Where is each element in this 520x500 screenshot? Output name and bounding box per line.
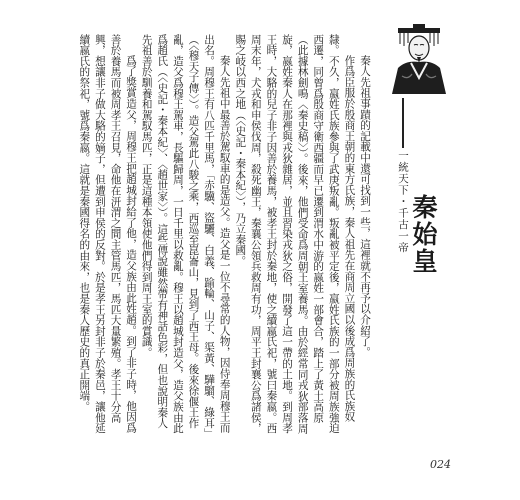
chapter-subtitle: 一統天下・千古一帝 (397, 150, 409, 254)
paragraph-1: 秦人先祖事蹟的記載中還可找到一些，這裡就不再予以介紹了。 (359, 55, 371, 358)
paragraph-4: 爲了獎賞造父，周穆王把趙城封給了他，造父族由此姓趙。到了非子時，他因爲善於養馬而被周孝王召見，命他在汧渭之間主管馬匹，馬匹大量繁殖。孝王十分高興，想讓非子做大駱的嫡子，但遭到申侯的反對。於是孝王另封非子於秦邑，讓他延續嬴氏的祭祀，號爲秦嬴。這就是秦國得名的由來，也是秦人歷史的真正開端。 (78, 34, 138, 434)
page-number: 024 (430, 458, 451, 471)
body-text (80, 34, 372, 434)
emperor-portrait-icon (384, 22, 454, 94)
paragraph-2: 作爲臣服於殷商王朝的東方氏族，秦人祖先在商周立國以後成爲周族的氏族奴隸。不久，嬴姓氏族參與了武庚叛亂。叛亂被平定後，嬴姓氏族的一部分被周族強迫西遷，同曾爲殷商守衛西疆而早已遷到渭水中游的嬴姓一部會合，踏上了黃土高原（此據林劍鳴〈秦史稿〉）。後來，他們受命爲周朝王室養馬。由於經常同戎狄部落周旋，嬴姓秦人在那裡與戎狄雜居，並且習染戎狄之俗，開發了這一帶的土地。到周孝王時，大駱的兒子非子因善於養馬，被孝王封於秦地，使之續嬴氏祀，號曰秦嬴。西周末年，犬戎和申侯伐周，殺死幽王，秦襄公領兵救周有功，周平王封襄公爲諸侯，賜之岐以西之地（〈史記・秦本紀〉），乃立秦國。 (234, 34, 356, 434)
title-rule (402, 98, 404, 148)
paragraph-3: 秦人先祖中最善於駕馭車的是造父。造父是一位不尋常的人物，因侍奉周穆王而出名。周穆王有八匹千里馬，「赤驥、盜驪、白義、踰輪、山子、渠黃、驊騮、綠耳」（〈穆天子傳〉）。造父駕此八駿之乘，西巡至崑崙山，見到了西王母。後來徐偃王作亂，造父爲穆王駕車，長驅歸周，一日千里以救亂。穆王以趙城封造父，造父族由此爲趙氏（〈史記・秦本紀〉、〈趙世家〉）。這些傳說雖然帶有神話色彩，但也說明秦人先祖善於馴養和駕馭馬匹，正是這種本領使他們得到周王室的賞識。 (140, 34, 231, 434)
chapter-title: 秦始皇 (409, 194, 438, 275)
